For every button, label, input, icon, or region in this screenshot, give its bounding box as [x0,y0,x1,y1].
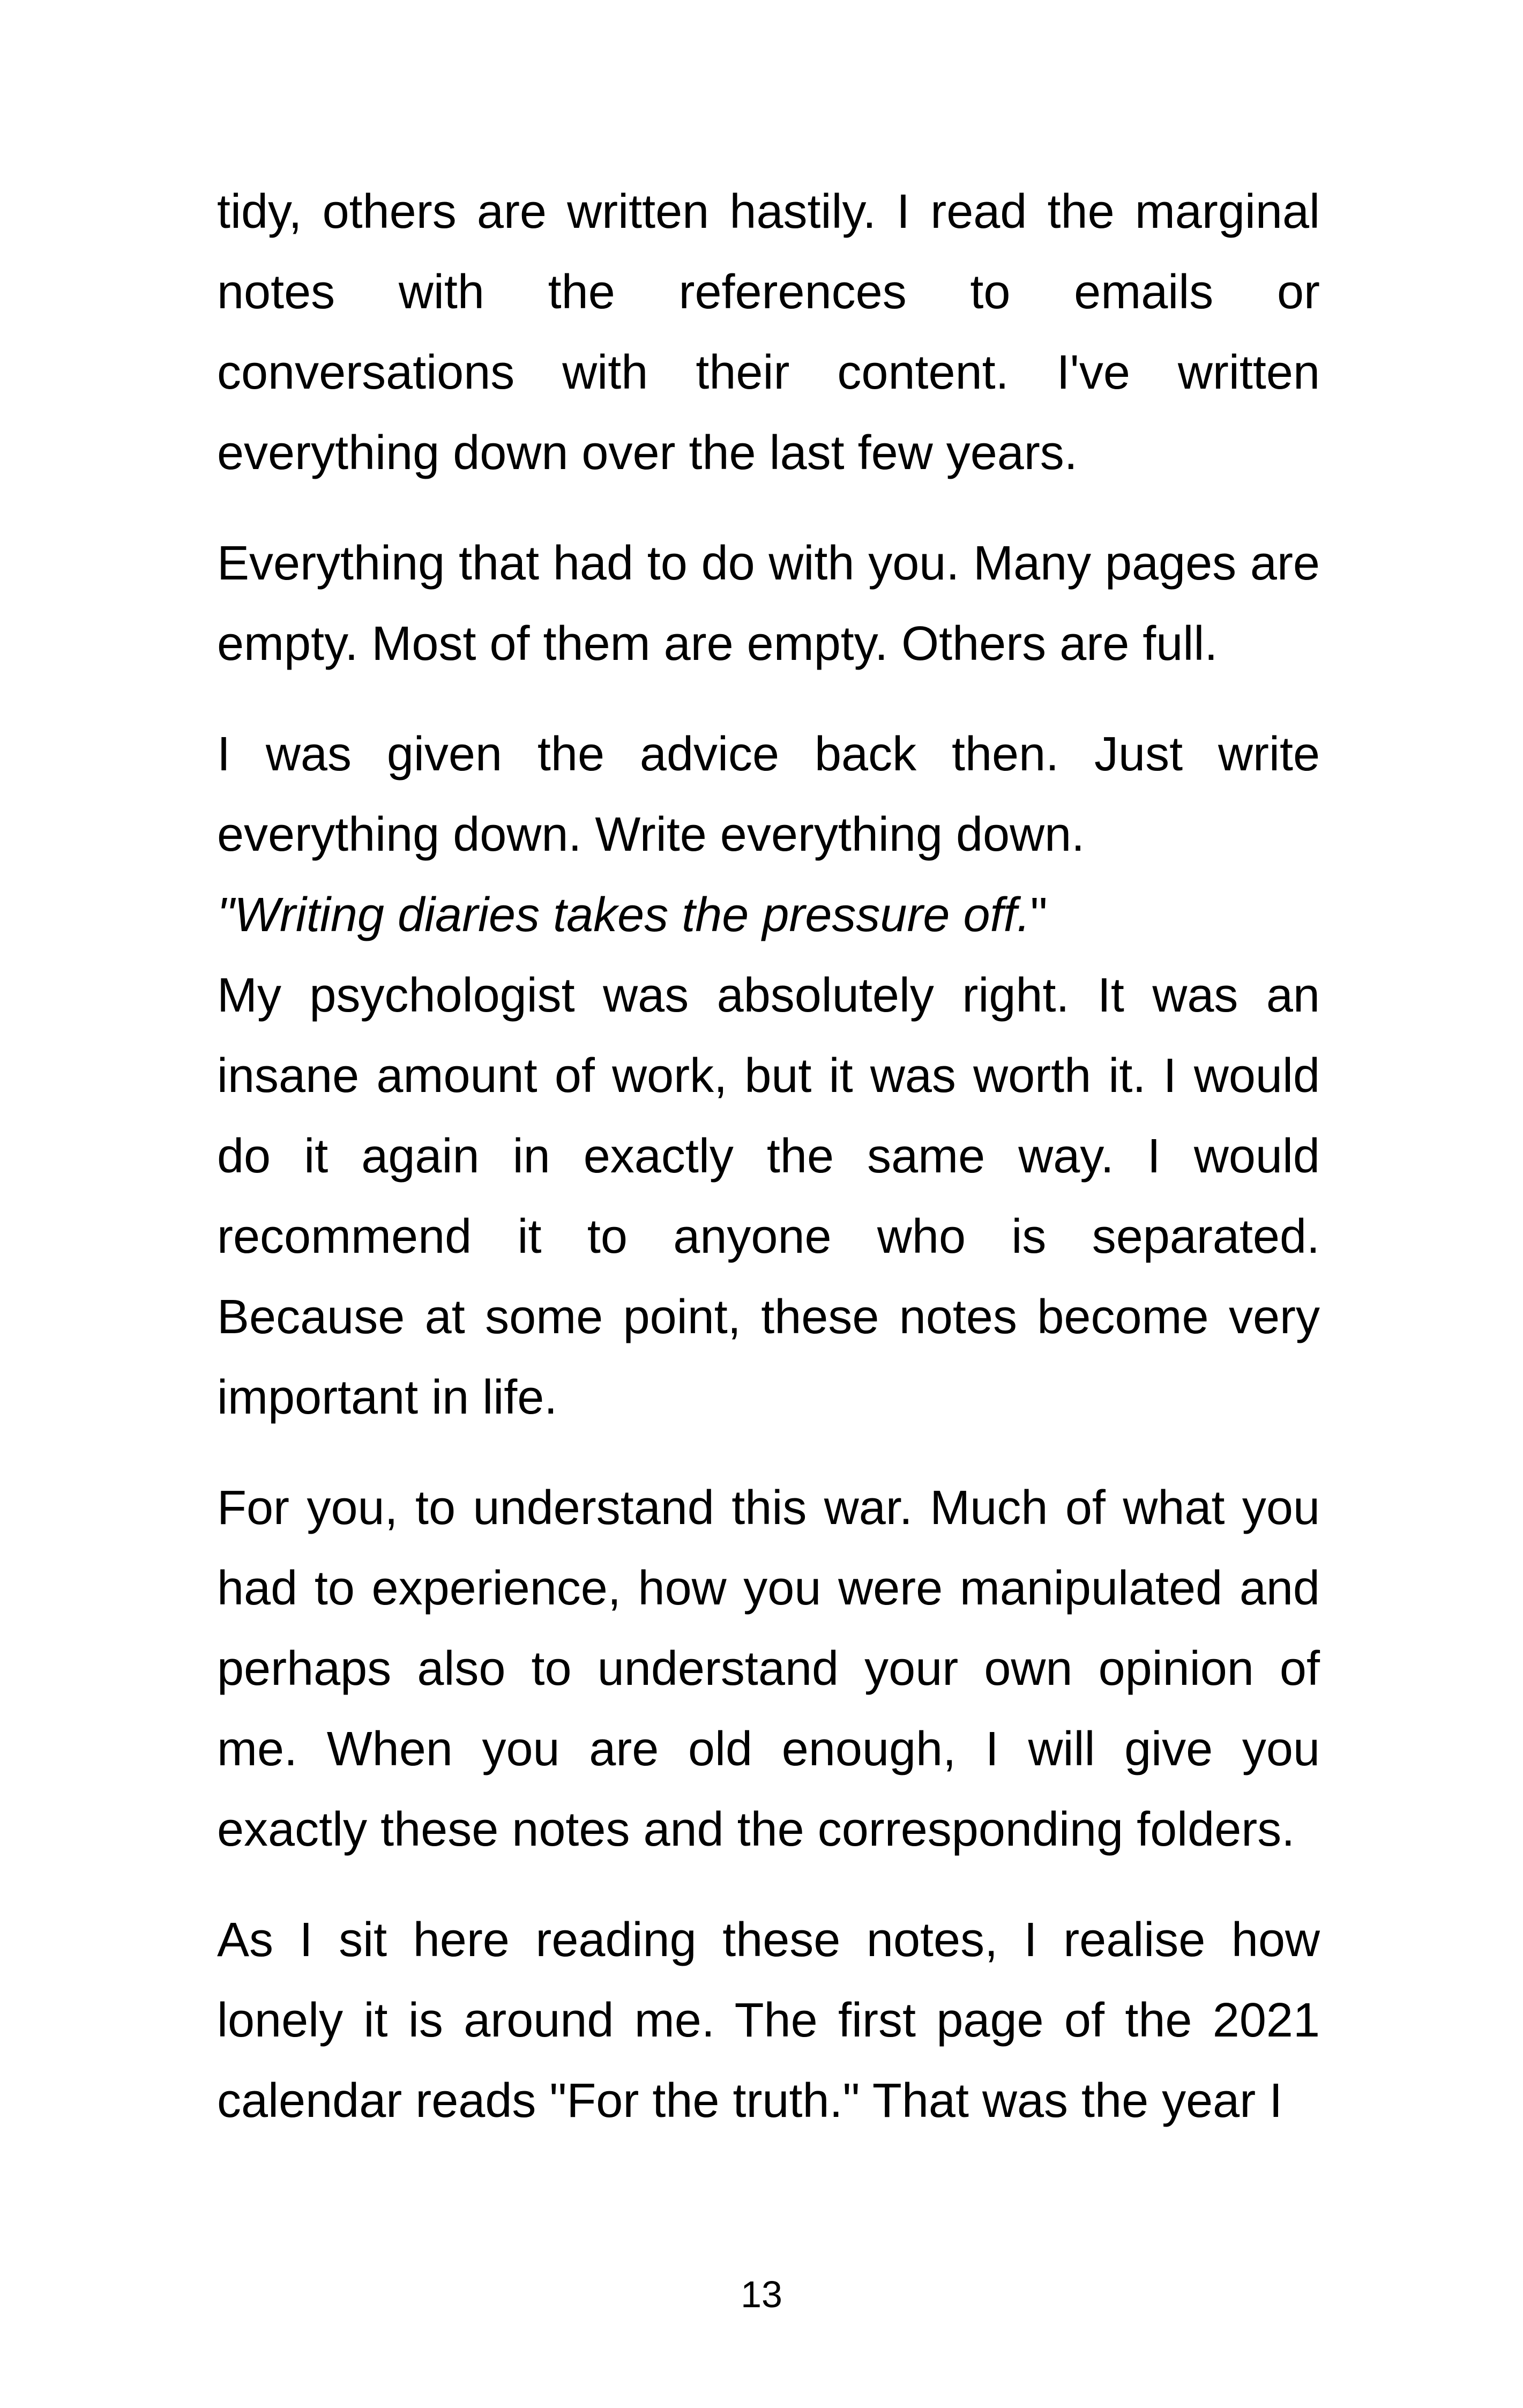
paragraph-psychologist: My psychologist was absolutely right. It was an insane amount of work, but it was worth it. I would do it again in exactly the same way. I would recommend it to anyone who is separated. Because at some point, these notes become very important in life. [217,969,1320,1424]
advice-block [217,714,1320,1438]
page-number: 13 [741,2273,782,2315]
quote-closing-mark: " [1030,888,1048,942]
paragraph-advice: I was given the advice back then. Just write everything down. Write everything down. [217,727,1320,861]
paragraph-understand-war: For you, to understand this war. Much of what you had to experience, how you were manipulated and perhaps also to understand your own opinion of me. When you are old enough, I will give you exactly these notes and the corresponding folders. [217,1481,1320,1856]
book-page-text [217,172,1320,2171]
quote-line [217,875,1320,955]
paragraph-marginal-notes: tidy, others are written hastily. I read the marginal notes with the references to emails or conversations with their content. I've written everything down over the last few years. [217,185,1320,480]
paragraph-lonely: As I sit here reading these notes, I realise how lonely it is around me. The first page of the 2021 calendar reads "For the truth." That was the year I [217,1913,1320,2128]
quote-italic-text: "Writing diaries takes the pressure off. [217,888,1031,942]
paragraph-empty-pages: Everything that had to do with you. Many pages are empty. Most of them are empty. Others are full. [217,537,1320,671]
